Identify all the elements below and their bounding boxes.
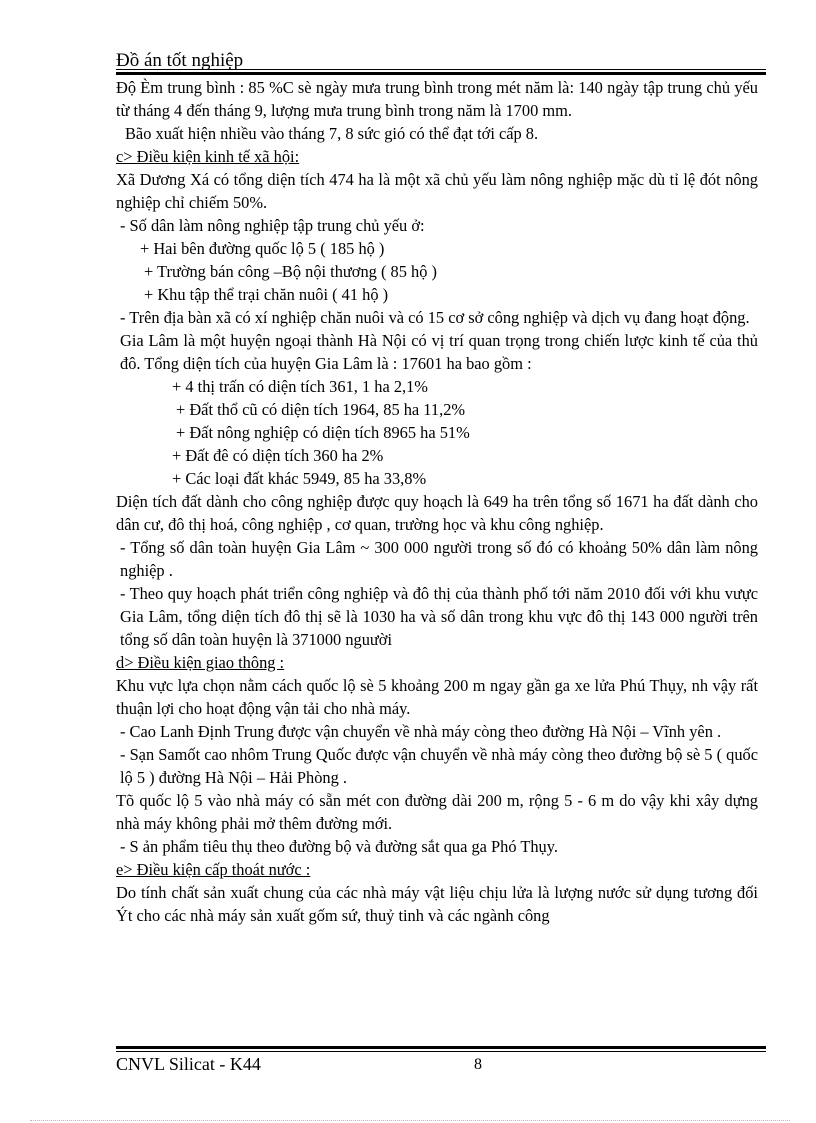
page-number: 8 [474, 1056, 482, 1073]
header-title: Đồ án tốt nghiệp [116, 50, 244, 71]
list-item: + Đất thổ cũ có diện tích 1964, 85 ha 11,2% [176, 400, 466, 419]
paragraph: Bão xuất hiện nhiều vào tháng 7, 8 sức gió có thể đạt tới cấp 8. [125, 124, 539, 143]
paragraph: Do tính chất sản xuất chung của các nhà máy vật liệu chịu lửa là lượng nước sử dụng tương đối Ýt cho các nhà máy sản xuất gốm sứ, thuỷ tinh và các ngành công [116, 883, 758, 925]
list-item: + 4 thị trấn có diện tích 361, 1 ha 2,1% [172, 377, 428, 396]
list-item: + Hai bên đường quốc lộ 5 ( 185 hộ ) [140, 239, 385, 258]
list-item: + Các loại đất khác 5949, 85 ha 33,8% [172, 469, 427, 488]
paragraph: - Theo quy hoạch phát triển công nghiệp và đô thị của thành phố tới năm 2010 đối với khu vưực Gia Lâm, tổng diện tích đô thị sẽ là 1030 ha và số dân trong khu vực đô thị 143 000 người trên tổng số dân toàn huyện là 371000 nguười [120, 584, 758, 649]
paragraph: Diện tích đất dành cho công nghiệp được quy hoạch là 649 ha trên tổng số 1671 ha đất dành cho dân cư, đô thị hoá, công nghiệp , cơ quan, trường học và khu công nghiệp. [116, 492, 758, 534]
paragraph: Tõ quốc lộ 5 vào nhà máy có sẵn mét con đường dài 200 m, rộng 5 - 6 m do vậy khi xây dựng nhà máy không phải mở thêm đường mới. [116, 791, 758, 833]
header-rule-thick [116, 72, 766, 75]
footer-course-label: CNVL Silicat - K44 [116, 1054, 261, 1074]
section-heading-c: c> Điều kiện kinh tế xã hội: [116, 147, 300, 166]
paragraph: Khu vực lựa chọn nằm cách quốc lộ sè 5 khoảng 200 m ngay gần ga xe lửa Phú Thụy, nh vậy rất thuận lợi cho hoạt động vận tải cho nhà máy. [116, 676, 758, 718]
paragraph: - Sạn Samốt cao nhôm Trung Quốc được vận chuyển về nhà máy còng theo đường bộ sè 5 ( quốc lộ 5 ) đường Hà Nội – Hải Phòng . [120, 745, 758, 787]
page-edge-divider [30, 1120, 790, 1121]
paragraph: - Số dân làm nông nghiệp tập trung chủ yếu ở: [120, 216, 425, 235]
body-text [116, 76, 758, 927]
list-item: + Khu tập thể trại chăn nuôi ( 41 hộ ) [144, 285, 389, 304]
paragraph: - Tổng số dân toàn huyện Gia Lâm ~ 300 000 người trong số đó có khoảng 50% dân làm nông nghiệp . [120, 538, 758, 580]
paragraph: Gia Lâm là một huyện ngoại thành Hà Nội có vị trí quan trọng trong chiến lược kinh tế của thủ đô. Tổng diện tích của huyện Gia Lâm là : 17601 ha bao gồm : [120, 331, 758, 373]
list-item: + Trường bán công –Bộ nội thương ( 85 hộ ) [144, 262, 437, 281]
section-heading-d: d> Điều kiện giao thông : [116, 653, 285, 672]
footer-rule-thin [116, 1051, 766, 1052]
paragraph: Độ Èm trung bình : 85 %C sè ngày mưa trung bình trong mét năm là: 140 ngày tập trung chủ yếu từ tháng 4 đến tháng 9, lượng mưa trung bình trong năm là 1700 mm. [116, 78, 758, 120]
paragraph: - S ản phẩm tiêu thụ theo đường bộ và đường sắt qua ga Phó Thụy. [120, 837, 558, 856]
paragraph: Xã Dương Xá có tổng diện tích 474 ha là một xã chủ yếu làm nông nghiệp mặc dù tỉ lệ đót nông nghiệp chỉ chiếm 50%. [116, 170, 758, 212]
header-rule-thin [116, 69, 766, 70]
section-heading-e: e> Điều kiện cấp thoát nước : [116, 860, 311, 879]
footer-rule-thick [116, 1046, 766, 1049]
paragraph: - Trên địa bàn xã có xí nghiệp chăn nuôi và có 15 cơ sở công nghiệp và dịch vụ đang hoạt động. [120, 308, 750, 327]
list-item: + Đất nông nghiệp có diện tích 8965 ha 51% [176, 423, 470, 442]
paragraph: - Cao Lanh Định Trung được vận chuyển về nhà máy còng theo đường Hà Nội – Vĩnh yên . [120, 722, 722, 741]
list-item: + Đất đê có diện tích 360 ha 2% [172, 446, 384, 465]
